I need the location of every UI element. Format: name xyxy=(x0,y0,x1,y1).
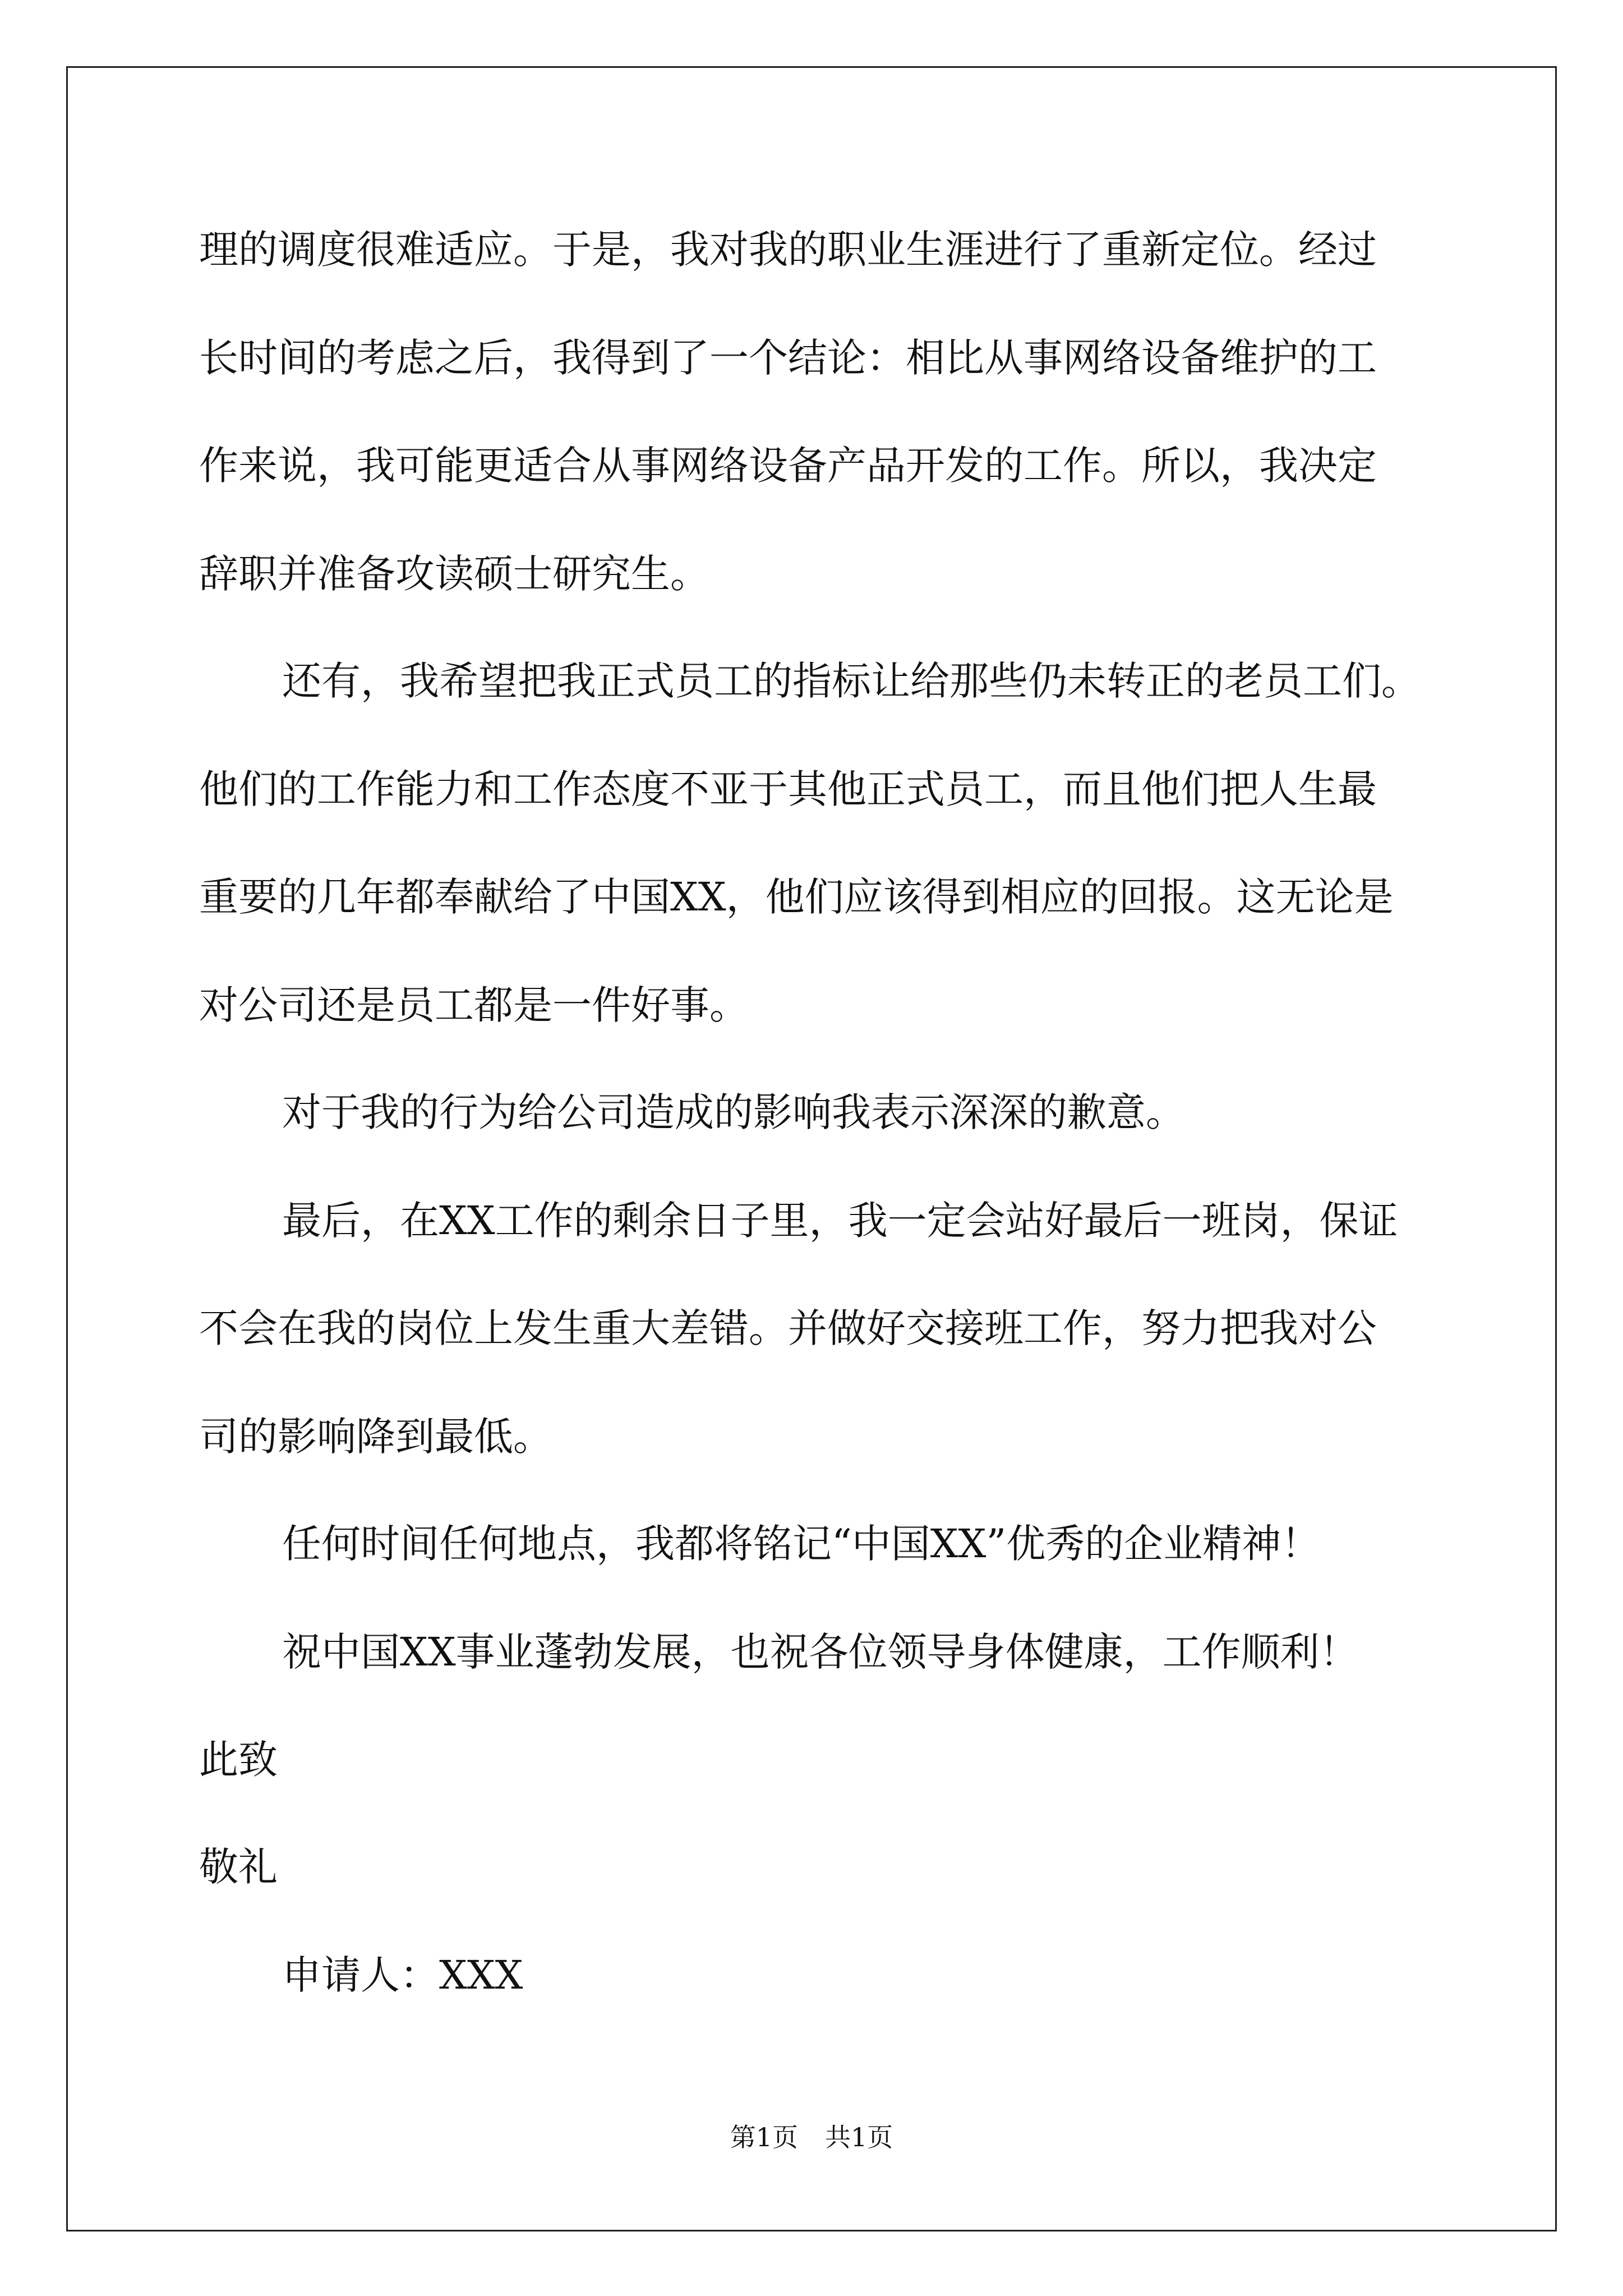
paragraph-line: 重要的几年都奉献给了中国XX，他们应该得到相应的回报。这无论是 xyxy=(199,874,1394,920)
page-border xyxy=(66,66,1557,2231)
closing-salutation: 此致 xyxy=(199,1737,278,1783)
paragraph-line: 他们的工作能力和工作态度不亚于其他正式员工，而且他们把人生最 xyxy=(199,766,1377,812)
paragraph-line: 对于我的行为给公司造成的影响我表示深深的歉意。 xyxy=(282,1089,1185,1135)
applicant-signature: 申请人：XXX xyxy=(282,1952,523,1998)
paragraph-line: 长时间的考虑之后，我得到了一个结论：相比从事网络设备维护的工 xyxy=(199,335,1377,381)
paragraph-line: 不会在我的岗位上发生重大差错。并做好交接班工作，努力把我对公 xyxy=(199,1305,1377,1351)
paragraph-line: 任何时间任何地点，我都将铭记“中国XX”优秀的企业精神！ xyxy=(282,1521,1321,1567)
paragraph-line: 还有，我希望把我正式员工的指标让给那些仍未转正的老员工们。 xyxy=(282,658,1421,704)
paragraph-line: 辞职并准备攻读硕士研究生。 xyxy=(199,551,709,597)
paragraph-line: 对公司还是员工都是一件好事。 xyxy=(199,982,749,1028)
closing-regards: 敬礼 xyxy=(199,1844,278,1890)
page-number-total: 共1页 xyxy=(825,2122,893,2152)
paragraph-line: 作来说，我可能更适合从事网络设备产品开发的工作。所以，我决定 xyxy=(199,443,1377,489)
paragraph-line: 祝中国XX事业蓬勃发展，也祝各位领导身体健康，工作顺利！ xyxy=(282,1629,1359,1675)
page-number-current: 第1页 xyxy=(730,2122,798,2152)
page-footer xyxy=(0,2124,1623,2150)
paragraph-line: 司的影响降到最低。 xyxy=(199,1414,552,1460)
paragraph-line: 最后，在XX工作的剩余日子里，我一定会站好最后一班岗，保证 xyxy=(282,1198,1398,1244)
paragraph-line: 理的调度很难适应。于是，我对我的职业生涯进行了重新定位。经过 xyxy=(199,227,1377,273)
